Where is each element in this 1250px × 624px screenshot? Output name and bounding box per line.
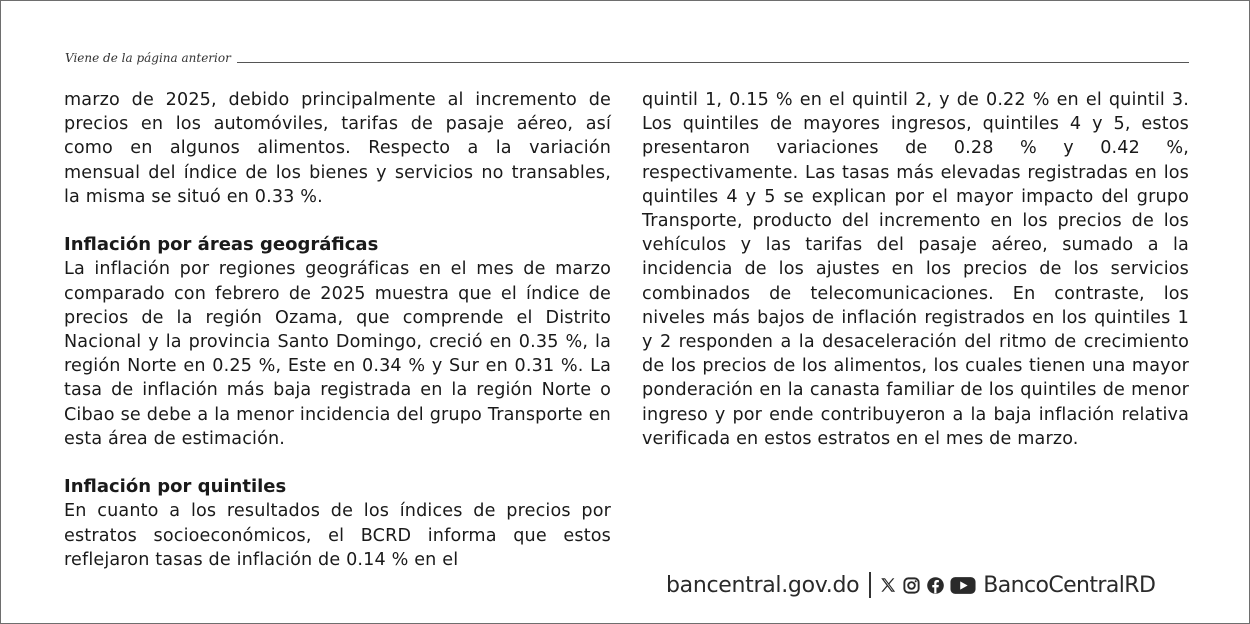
youtube-icon[interactable] <box>950 576 976 595</box>
x-icon[interactable] <box>879 576 897 594</box>
footer-branding <box>666 567 1166 603</box>
left-column <box>64 88 611 572</box>
paragraph-quintiles-start: En cuanto a los resultados de los índices de precios por estratos socioeconómicos, el BCRD informa que estos reflejaron tasas de inflación de 0.14 % en el <box>64 501 611 570</box>
website-link[interactable]: bancentral.gov.do <box>666 572 860 598</box>
social-handle[interactable]: BancoCentralRD <box>983 572 1156 598</box>
facebook-icon[interactable] <box>926 576 945 595</box>
paragraph-transables: marzo de 2025, debido principalmente al incremento de precios en los automóviles, tarifas de pasaje aéreo, así como en algunos alimentos. Respecto a la variación mensual del índice de los bienes y servicios no transables, la misma se situó en 0.33 %. <box>64 90 611 207</box>
spacer <box>64 451 611 475</box>
paragraph-quintiles-continued: quintil 1, 0.15 % en el quintil 2, y de 0.22 % en el quintil 3. Los quintiles de mayores ingresos, quintiles 4 y 5, estos presentaron variaciones de 0.28 % y 0.42 %, respectivamente. Las tasas más elevadas registradas en los quintiles 4 y 5 se explican por el mayor impacto del grupo Transporte, producto del incremento en los precios de los vehículos y las tarifas del pasaje aéreo, sumado a la incidencia de los ajustes en los precios de los servicios combinados de telecomunicaciones. En contraste, los niveles más bajos de inflación registrados en los quintiles 1 y 2 responden a la desaceleración del ritmo de crecimiento de los precios de los alimentos, los cuales tienen una mayor ponderación en la canasta familiar de los quintiles de menor ingreso y por ende contribuyeron a la baja inflación relativa verificada en estos estratos en el mes de marzo. <box>642 90 1189 449</box>
instagram-icon[interactable] <box>902 576 921 595</box>
heading-quintiles: Inflación por quintiles <box>64 476 287 498</box>
paragraph-areas-geograficas: La inflación por regiones geográficas en el mes de marzo comparado con febrero de 2025 muestra que el índice de precios de la región Ozama, que comprende el Distrito Nacional y la provincia Santo Domingo, creció en 0.35 %, la región Norte en 0.25 %, Este en 0.34 % y Sur en 0.31 %. La tasa de inflación más baja registrada en la región Norte o Cibao se debe a la menor incidencia del grupo Transporte en esta área de estimación. <box>64 259 611 449</box>
footer-divider <box>869 572 871 598</box>
right-column <box>642 88 1189 451</box>
spacer <box>64 209 611 233</box>
heading-areas-geograficas: Inflación por áreas geográficas <box>64 234 379 256</box>
header-rule <box>237 62 1189 63</box>
continued-from-previous-page <box>65 48 1189 66</box>
continued-label: Viene de la página anterior <box>65 51 231 65</box>
